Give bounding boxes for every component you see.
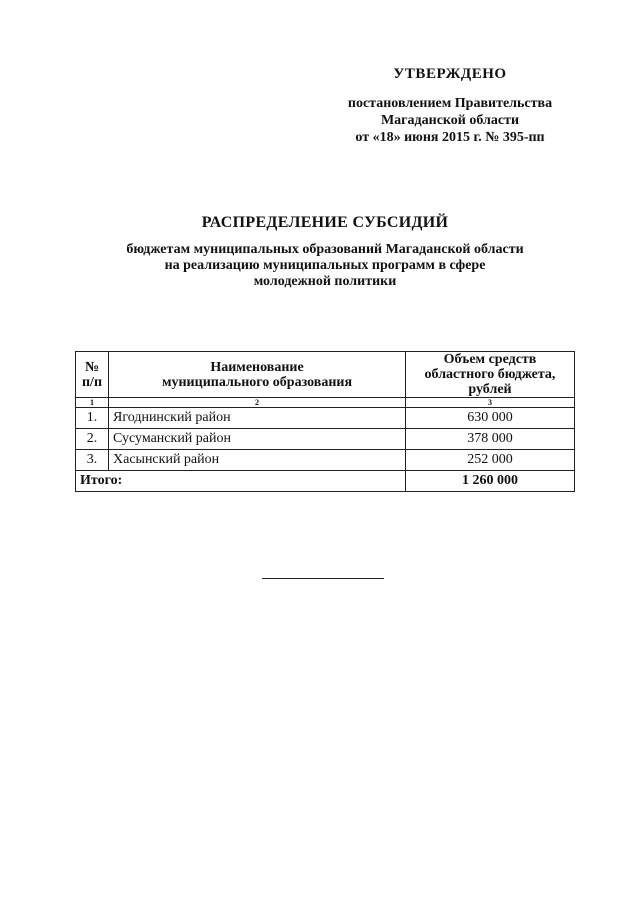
header-number [76, 352, 109, 398]
row-amount: 252 000 [406, 450, 575, 471]
document-subtitle-line-2: на реализацию муниципальных программ в сфере [164, 258, 486, 273]
approval-decree-line: постановлением Правительства [347, 96, 553, 111]
total-row [76, 471, 575, 492]
header-number-line-2: п/п [81, 374, 103, 390]
row-number: 3. [76, 450, 109, 471]
document-heading [80, 214, 570, 290]
column-number-row [76, 398, 575, 408]
end-of-document-rule [262, 578, 384, 579]
document-subtitle-line-1: бюджетам муниципальных образований Магаданской области [126, 242, 524, 257]
row-name: Сусуманский район [109, 429, 406, 450]
table-row [76, 408, 575, 429]
header-amount-line-3: рублей [468, 382, 512, 397]
header-name-line-1: Наименование [210, 359, 304, 375]
column-number-2: 2 [109, 398, 406, 408]
header-amount [406, 352, 575, 398]
approval-stamp [300, 66, 600, 146]
row-name: Хасынский район [109, 450, 406, 471]
total-amount: 1 260 000 [406, 471, 575, 492]
header-number-line-1: № [84, 359, 100, 375]
row-number: 2. [76, 429, 109, 450]
document-subtitle-line-3: молодежной политики [253, 274, 397, 289]
approval-region-line: Магаданской области [380, 113, 520, 128]
header-name [109, 352, 406, 398]
approved-label: УТВЕРЖДЕНО [393, 66, 507, 82]
table-row [76, 450, 575, 471]
total-label: Итого: [76, 471, 406, 492]
subsidy-distribution-table [75, 351, 575, 492]
header-name-line-2: муниципального образования [161, 374, 353, 390]
table-header-row [76, 352, 575, 398]
header-amount-line-1: Объем средств [443, 352, 537, 367]
table-row [76, 429, 575, 450]
approval-date-line: от «18» июня 2015 г. № 395-пп [355, 130, 545, 145]
document-title: РАСПРЕДЕЛЕНИЕ СУБСИДИЙ [201, 214, 449, 231]
column-number-1: 1 [76, 398, 109, 408]
row-amount: 378 000 [406, 429, 575, 450]
row-name: Ягоднинский район [109, 408, 406, 429]
column-number-3: 3 [406, 398, 575, 408]
row-amount: 630 000 [406, 408, 575, 429]
header-amount-line-2: областного бюджета, [424, 367, 556, 382]
row-number: 1. [76, 408, 109, 429]
